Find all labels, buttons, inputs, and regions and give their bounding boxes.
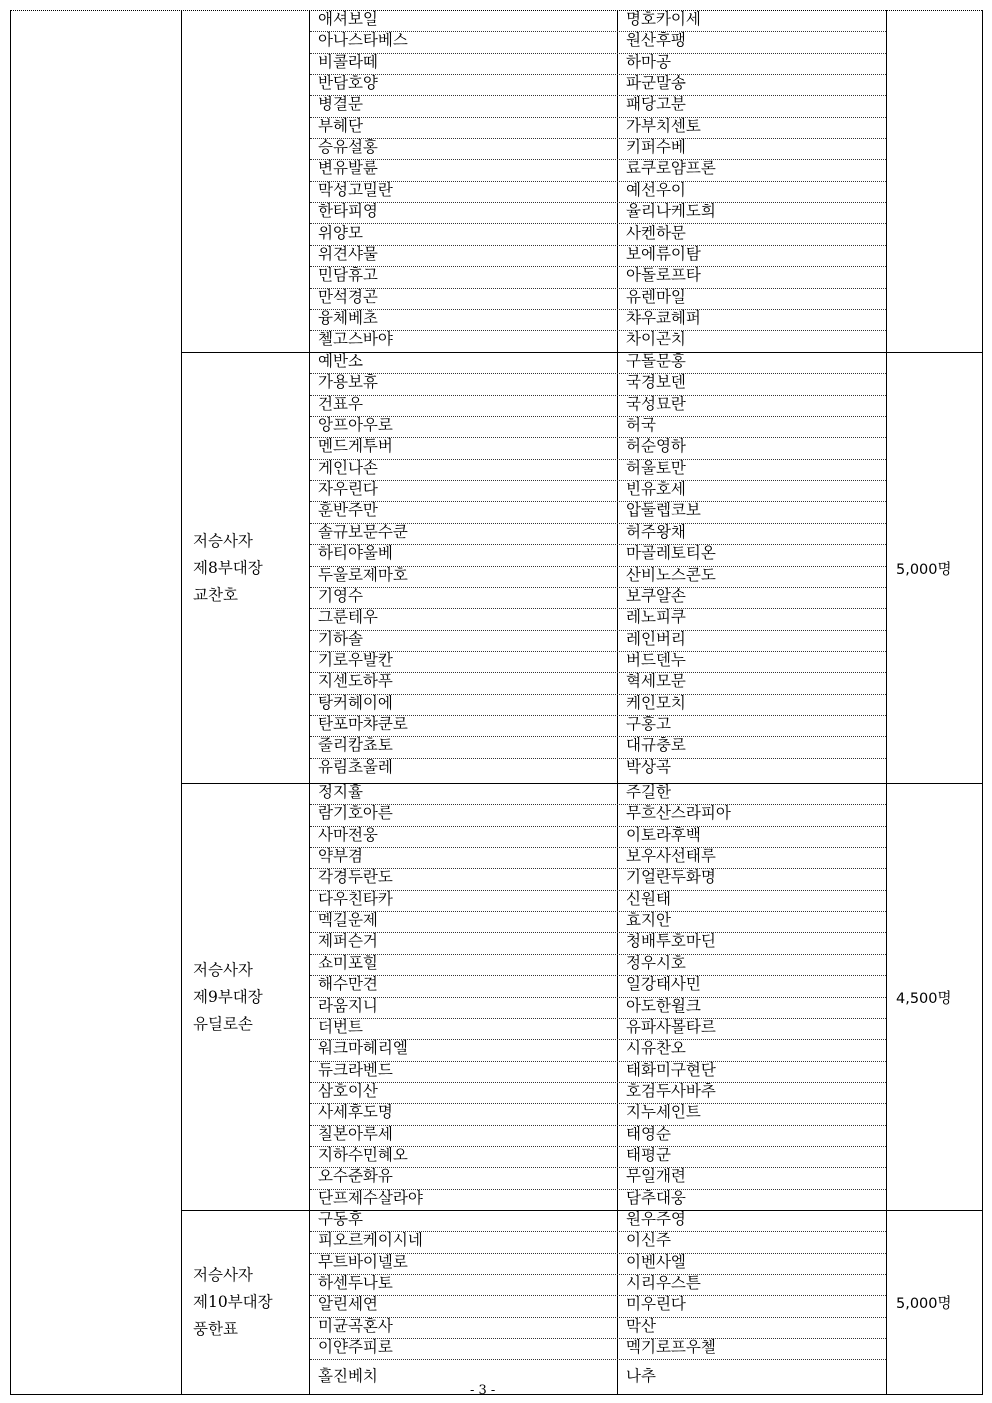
leader-line: 유딜로손: [193, 1014, 253, 1033]
name-right: 패당고분: [626, 95, 686, 114]
name-right: 케인모치: [626, 693, 686, 712]
section-divider: [181, 1210, 982, 1211]
leader-column-border: [181, 10, 182, 1395]
name-left: 더번트: [318, 1017, 363, 1036]
row-divider: [310, 1274, 886, 1275]
row-divider: [310, 1082, 886, 1083]
name-right: 박상곡: [626, 757, 671, 776]
name-right: 나추: [626, 1367, 656, 1386]
troop-count: 5,000명: [896, 561, 952, 578]
name-left: 반담호양: [318, 74, 378, 93]
row-divider: [310, 53, 886, 54]
section-divider: [181, 352, 982, 353]
name-right: 유파사몰타르: [626, 1017, 716, 1036]
row-divider: [310, 181, 886, 182]
name-right: 허국: [626, 416, 656, 435]
row-divider: [310, 694, 886, 695]
row-divider: [310, 847, 886, 848]
row-divider: [310, 1317, 886, 1318]
name-left: 가용보휴: [318, 373, 378, 392]
name-left: 한타피영: [318, 202, 378, 221]
top-border: [10, 10, 982, 11]
row-divider: [310, 630, 886, 631]
name-right: 허울토만: [626, 458, 686, 477]
row-divider: [310, 1359, 886, 1360]
leader-line: 제8부대장: [193, 558, 263, 577]
name-right: 혁세모문: [626, 672, 686, 691]
row-divider: [310, 223, 886, 224]
name-right: 지누세인트: [626, 1103, 701, 1122]
name-left: 훈반주만: [318, 501, 378, 520]
name-right: 보우사선태루: [626, 847, 716, 866]
name-right: 국성묘란: [626, 394, 686, 413]
row-divider: [310, 480, 886, 481]
name-left: 줄리캄쵸토: [318, 736, 393, 755]
name-left: 정지휼: [318, 783, 363, 801]
count-column-border: [886, 10, 887, 1395]
row-divider: [310, 672, 886, 673]
row-divider: [310, 1338, 886, 1339]
name-left: 자우린다: [318, 480, 378, 499]
name-left: 하센두나토: [318, 1274, 393, 1293]
name-right: 산비노스콘도: [626, 565, 716, 584]
name-right: 무흐산스라피아: [626, 804, 731, 823]
name-left: 건표우: [318, 394, 363, 413]
row-divider: [310, 138, 886, 139]
row-divider: [310, 202, 886, 203]
name-right: 이토라후백: [626, 825, 701, 844]
name-right: 청배투호마딘: [626, 932, 716, 951]
name-right: 차이곤치: [626, 330, 686, 349]
name-right: 하마공: [626, 52, 671, 71]
name-left: 알린세연: [318, 1295, 378, 1314]
name-right: 파군말송: [626, 74, 686, 93]
row-divider: [310, 117, 886, 118]
name-left: 홀진베치: [318, 1367, 378, 1386]
name-left: 변유발륜: [318, 159, 378, 178]
name-left: 사마전웅: [318, 825, 378, 844]
name-right: 료쿠로얌프론: [626, 159, 716, 178]
name-right: 레인버리: [626, 629, 686, 648]
name-left: 유림초울레: [318, 757, 393, 776]
name-left: 앙프아우로: [318, 416, 393, 435]
name-right: 키퍼수베: [626, 138, 686, 157]
name-right: 명호카이세: [626, 10, 701, 28]
row-divider: [310, 1125, 886, 1126]
row-divider: [310, 868, 886, 869]
name-left: 아나스타베스: [318, 31, 408, 50]
name-left: 오수준화유: [318, 1167, 393, 1186]
name-right: 일강태사민: [626, 975, 701, 994]
name-right: 주길한: [626, 783, 671, 801]
row-divider: [310, 997, 886, 998]
name-left: 이얀주피로: [318, 1338, 393, 1357]
name-right: 원우주영: [626, 1210, 686, 1228]
name-right: 보쿠알손: [626, 586, 686, 605]
row-divider: [310, 288, 886, 289]
name-right: 태평군: [626, 1145, 671, 1164]
name-right: 신원태: [626, 889, 671, 908]
row-divider: [310, 651, 886, 652]
troop-count: 5,000명: [896, 1296, 952, 1312]
name-left: 삼호이산: [318, 1081, 378, 1100]
name-left: 첼고스바야: [318, 330, 393, 349]
name-left: 부헤단: [318, 116, 363, 135]
row-divider: [310, 1103, 886, 1104]
row-divider: [310, 416, 886, 417]
row-divider: [310, 501, 886, 502]
name-right: 국경보덴: [626, 373, 686, 392]
name-left: 피오르케이시네: [318, 1231, 423, 1250]
name-right: 아도한윌크: [626, 996, 701, 1015]
section-divider: [181, 783, 982, 784]
name-right: 빈유호세: [626, 480, 686, 499]
row-divider: [310, 954, 886, 955]
name-right: 담추대웅: [626, 1188, 686, 1207]
name-right: 챠우쿄헤퍼: [626, 308, 701, 327]
name-right: 효지안: [626, 911, 671, 930]
name-left: 지하수민혜오: [318, 1145, 408, 1164]
name-right: 레노피쿠: [626, 608, 686, 627]
name-left: 해수만견: [318, 975, 378, 994]
name-right: 가부치센토: [626, 116, 701, 135]
right-border: [982, 10, 983, 1395]
name-right: 사켄하문: [626, 223, 686, 242]
name-right: 막산: [626, 1316, 656, 1335]
name-left: 그룬테우: [318, 608, 378, 627]
row-divider: [310, 975, 886, 976]
name-left: 위양모: [318, 223, 363, 242]
name-right: 허순영하: [626, 437, 686, 456]
name-right: 예선우이: [626, 180, 686, 199]
row-divider: [310, 159, 886, 160]
name-left: 지센도하푸: [318, 672, 393, 691]
row-divider: [310, 395, 886, 396]
leader-line: 저승사자: [193, 531, 253, 550]
name-right: 구돌문홍: [626, 352, 686, 370]
name-right: 마골레토티온: [626, 544, 716, 563]
name-left: 솔규보문수쿤: [318, 522, 408, 541]
row-divider: [310, 544, 886, 545]
name-right: 율리나케도희: [626, 202, 716, 221]
row-divider: [310, 587, 886, 588]
name-left: 워크마헤리엘: [318, 1039, 408, 1058]
row-divider: [310, 608, 886, 609]
name-right: 시유찬오: [626, 1039, 686, 1058]
name-left: 기영수: [318, 586, 363, 605]
leader-line: 교찬호: [193, 585, 238, 604]
name-right: 아돌로프타: [626, 266, 701, 285]
name-right: 압둘렙코보: [626, 501, 701, 520]
row-divider: [310, 74, 886, 75]
row-divider: [310, 266, 886, 267]
row-divider: [310, 1061, 886, 1062]
name-right: 이벤사엘: [626, 1252, 686, 1271]
name-left: 만석경곤: [318, 287, 378, 306]
name-left: 라움지니: [318, 996, 378, 1015]
names-column-border: [309, 10, 310, 1395]
name-left: 비콜라떼: [318, 52, 378, 71]
bottom-border: [10, 1394, 982, 1395]
row-divider: [310, 932, 886, 933]
name-left: 기하솔: [318, 629, 363, 648]
row-divider: [310, 736, 886, 737]
name-right: 시리우스튼: [626, 1274, 701, 1293]
name-left: 멕길운제: [318, 911, 378, 930]
name-right: 버드덴누: [626, 650, 686, 669]
name-right: 미우린다: [626, 1295, 686, 1314]
name-right: 대규충로: [626, 736, 686, 755]
name-left: 하티야울베: [318, 544, 393, 563]
name-left: 구동후: [318, 1210, 363, 1228]
name-left: 융체베초: [318, 308, 378, 327]
name-left: 위견샤물: [318, 244, 378, 263]
name-left: 각경두란도: [318, 868, 393, 887]
name-right: 원산후팽: [626, 31, 686, 50]
row-divider: [310, 330, 886, 331]
name-left: 듀크라벤드: [318, 1060, 393, 1079]
name-left: 제퍼슨거: [318, 932, 378, 951]
name-left: 칠본아루세: [318, 1124, 393, 1143]
name-right: 이신주: [626, 1231, 671, 1250]
row-divider: [310, 309, 886, 310]
leader-line: 제9부대장: [193, 987, 263, 1006]
row-divider: [310, 826, 886, 827]
left-border: [10, 10, 11, 1394]
name-left: 약부겸: [318, 847, 363, 866]
name-right: 호검두사바추: [626, 1081, 716, 1100]
name-left: 예반소: [318, 352, 363, 370]
row-divider: [310, 1018, 886, 1019]
name-right: 무일개련: [626, 1167, 686, 1186]
name-left: 무트바이넬로: [318, 1252, 408, 1271]
name-right: 보에류이탐: [626, 244, 701, 263]
names-divider: [617, 10, 618, 1395]
name-right: 구홍고: [626, 714, 671, 733]
name-right: 태화미구현단: [626, 1060, 716, 1079]
row-divider: [310, 890, 886, 891]
name-left: 병결문: [318, 95, 363, 114]
name-right: 태영순: [626, 1124, 671, 1143]
name-left: 두울로제마호: [318, 565, 408, 584]
name-left: 단프제수살라야: [318, 1188, 423, 1207]
row-divider: [310, 1167, 886, 1168]
row-divider: [310, 437, 886, 438]
row-divider: [310, 95, 886, 96]
row-divider: [310, 804, 886, 805]
leader-line: 저승사자: [193, 960, 253, 979]
name-left: 게인나손: [318, 458, 378, 477]
name-left: 다우친타카: [318, 889, 393, 908]
row-divider: [310, 911, 886, 912]
row-divider: [310, 459, 886, 460]
leader-line: 저승사자: [193, 1266, 253, 1284]
name-right: 기얼란두화명: [626, 868, 716, 887]
name-left: 멘드게투버: [318, 437, 393, 456]
name-left: 승유설홍: [318, 138, 378, 157]
name-right: 정우시호: [626, 953, 686, 972]
name-left: 람기호아른: [318, 804, 393, 823]
name-left: 기로우발칸: [318, 650, 393, 669]
name-left: 사세후도명: [318, 1103, 393, 1122]
name-left: 쇼미포힐: [318, 953, 378, 972]
troop-count: 4,500명: [896, 990, 952, 1007]
row-divider: [310, 1295, 886, 1296]
name-left: 탄포마챠쿤로: [318, 714, 408, 733]
name-left: 애셔보일: [318, 10, 378, 28]
name-right: 멕기로프우첼: [626, 1338, 716, 1357]
name-right: 유렌마일: [626, 287, 686, 306]
row-divider: [310, 758, 886, 759]
name-left: 탕커헤이에: [318, 693, 393, 712]
name-left: 미균곡혼사: [318, 1316, 393, 1335]
row-divider: [310, 373, 886, 374]
name-right: 허주왕채: [626, 522, 686, 541]
leader-line: 제10부대장: [193, 1293, 273, 1311]
name-left: 막성고밀란: [318, 180, 393, 199]
name-left: 민담휴고: [318, 266, 378, 285]
row-divider: [310, 245, 886, 246]
leader-line: 풍한표: [193, 1320, 238, 1338]
page-number: - 3 -: [470, 1383, 496, 1398]
